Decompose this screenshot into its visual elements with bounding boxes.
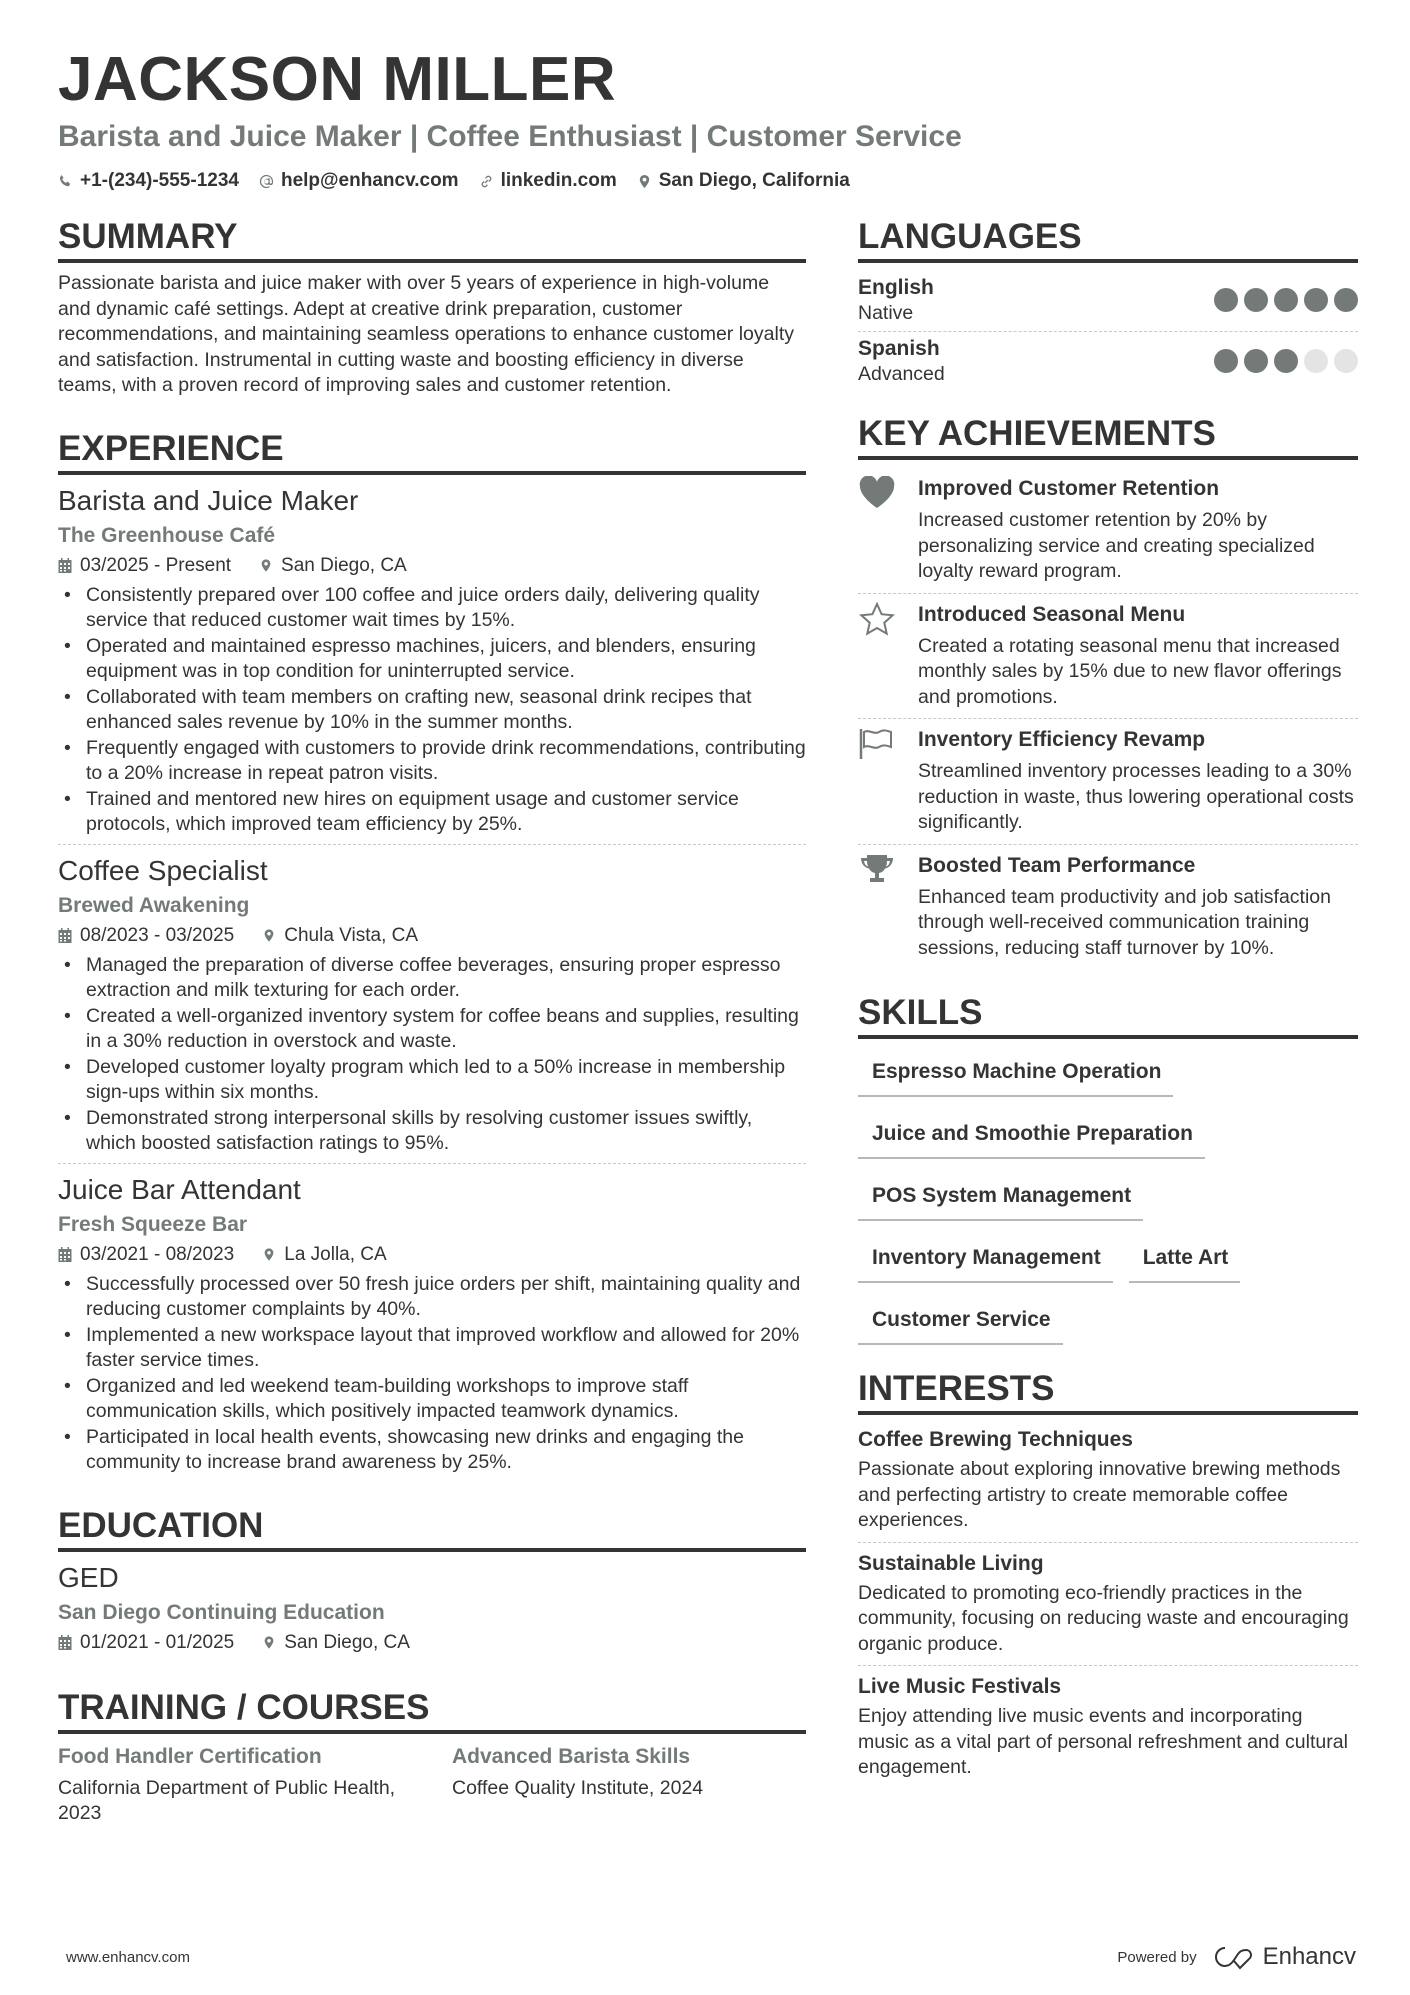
bullet-item: • Created a well-organized inventory system for coffee beans and supplies, resulting in a 30% reduction in overstock and waste. — [58, 1004, 806, 1055]
interest-item — [858, 1547, 1358, 1667]
rating-dot-filled — [1214, 349, 1238, 373]
job-entry — [58, 1172, 806, 1482]
rating-dot-empty — [1304, 349, 1328, 373]
language-item — [858, 271, 1358, 332]
education-meta — [58, 1628, 806, 1658]
rating-dot-filled — [1274, 349, 1298, 373]
bullet-item: • Trained and mentored new hires on equipment usage and customer service protocols, which improved team efficiency by 25%. — [58, 787, 806, 838]
achievement-item — [858, 845, 1358, 970]
job-meta — [58, 1240, 806, 1270]
location-icon — [259, 558, 273, 573]
skills-section — [858, 991, 1358, 1345]
bullet-item: • Demonstrated strong interpersonal skills by resolving customer issues swiftly, which boosted satisfaction ratings to 95%. — [58, 1106, 806, 1157]
training-issuer: Coffee Quality Institute, 2024 — [452, 1776, 704, 1799]
school-name: San Diego Continuing Education — [58, 1600, 385, 1624]
experience-section — [58, 427, 806, 1482]
location-text: San Diego, California — [658, 170, 850, 191]
dates-text: 03/2021 - 08/2023 — [80, 1243, 235, 1265]
interest-title: Coffee Brewing Techniques — [858, 1428, 1133, 1451]
powered-by — [1117, 1943, 1356, 1971]
job-title: Coffee Specialist — [58, 854, 268, 886]
job-title: Juice Bar Attendant — [58, 1173, 301, 1205]
location-text: San Diego, CA — [284, 1631, 410, 1653]
bullet-item: • Developed customer loyalty program which led to a 50% increase in membership sign-ups within six months. — [58, 1055, 806, 1106]
education-location — [262, 1628, 410, 1658]
contact-phone[interactable] — [58, 170, 239, 192]
bullet-item: • Participated in local health events, showcasing new drinks and engaging the community to increase brand awareness by 25%. — [58, 1425, 806, 1476]
languages-section — [858, 215, 1358, 392]
skills-list — [858, 1047, 1358, 1345]
contact-bar — [58, 170, 1358, 192]
section-title: EDUCATION — [58, 1504, 806, 1552]
left-column — [58, 215, 806, 1855]
flag-icon — [858, 727, 896, 761]
summary-section — [58, 215, 806, 399]
interests-section — [858, 1367, 1358, 1789]
bullet-item: • Frequently engaged with customers to provide drink recommendations, contributing to a 20% increase in repeat patron visits. — [58, 736, 806, 787]
contact-linkedin[interactable] — [479, 170, 617, 192]
achievement-item — [858, 719, 1358, 845]
job-dates — [58, 551, 231, 581]
skill-tag: POS System Management — [858, 1177, 1143, 1221]
calendar-icon — [58, 558, 72, 573]
location-icon — [637, 174, 652, 189]
interest-item — [858, 1670, 1358, 1789]
training-item — [452, 1742, 806, 1827]
company-name: Brewed Awakening — [58, 893, 250, 917]
section-title: TRAINING / COURSES — [58, 1686, 806, 1734]
interest-title: Live Music Festivals — [858, 1675, 1062, 1698]
dates-text: 03/2025 - Present — [80, 554, 232, 576]
calendar-icon — [58, 1247, 72, 1262]
degree: GED — [58, 1561, 119, 1593]
summary-text: Passionate barista and juice maker with over 5 years of experience in high-volume and dynamic café settings. Adept at creative drink preparation, customer recommendations, and maintaining seamless operations to enhance customer loyalty and satisfaction. Instrumental in cutting waste and boosting efficiency in diverse teams, with a proven record of improving sales and customer retention. — [58, 272, 794, 396]
achievement-item — [858, 468, 1358, 594]
interest-desc: Enjoy attending live music events and incorporating music as a vital part of personal refreshment and cultural engagement. — [858, 1705, 1348, 1778]
job-entry — [58, 853, 806, 1164]
resume-header — [58, 44, 1358, 192]
job-dates — [58, 1240, 234, 1270]
job-meta — [58, 551, 806, 581]
bullet-item: • Consistently prepared over 100 coffee and juice orders daily, delivering quality service that reduced customer wait times by 15%. — [58, 583, 806, 634]
dates-text: 08/2023 - 03/2025 — [80, 924, 235, 946]
bullet-item: • Collaborated with team members on crafting new, seasonal drink recipes that enhanced sales revenue by 10% in the summer months. — [58, 685, 806, 736]
candidate-tagline: Barista and Juice Maker | Coffee Enthusiast | Customer Service — [58, 120, 962, 153]
skill-tag: Espresso Machine Operation — [858, 1053, 1173, 1097]
link-icon — [479, 174, 494, 189]
contact-location — [637, 170, 850, 192]
company-name: Fresh Squeeze Bar — [58, 1212, 248, 1236]
education-dates — [58, 1628, 234, 1658]
right-column — [858, 215, 1358, 1817]
job-meta — [58, 921, 806, 951]
achievement-desc: Enhanced team productivity and job satisfaction through well-received communication training sessions, reducing staff turnover by 10%. — [918, 885, 1331, 959]
page-footer — [66, 1943, 1356, 1971]
rating-dot-filled — [1244, 349, 1268, 373]
section-title: EXPERIENCE — [58, 427, 806, 475]
job-location — [259, 551, 407, 581]
language-name: English — [858, 276, 934, 299]
section-title: SUMMARY — [58, 215, 806, 263]
enhancv-logo[interactable] — [1211, 1943, 1356, 1971]
trophy-icon — [858, 853, 896, 887]
language-level: Native — [858, 302, 914, 324]
email-text: help@enhancv.com — [280, 170, 459, 191]
job-location — [262, 921, 418, 951]
section-title: INTERESTS — [858, 1367, 1358, 1415]
language-item — [858, 332, 1358, 392]
training-section — [58, 1686, 806, 1827]
job-bullets — [58, 583, 806, 838]
training-title: Food Handler Certification — [58, 1744, 322, 1768]
skill-tag: Customer Service — [858, 1301, 1063, 1345]
location-text: San Diego, CA — [281, 554, 407, 576]
interest-desc: Passionate about exploring innovative brewing methods and perfecting artistry to create memorable coffee experiences. — [858, 1458, 1341, 1531]
achievements-section — [858, 412, 1358, 969]
language-rating — [1214, 349, 1358, 373]
skill-tag: Juice and Smoothie Preparation — [858, 1115, 1205, 1159]
job-dates — [58, 921, 234, 951]
job-entry — [58, 483, 806, 845]
enhancv-logo-icon — [1211, 1944, 1257, 1970]
language-level: Advanced — [858, 363, 945, 385]
interest-item — [858, 1423, 1358, 1543]
achievement-title: Boosted Team Performance — [918, 853, 1196, 877]
phone-text: +1-(234)-555-1234 — [80, 170, 239, 191]
calendar-icon — [58, 928, 72, 943]
bullet-item: • Managed the preparation of diverse coffee beverages, ensuring proper espresso extraction and milk texturing for each order. — [58, 953, 806, 1004]
achievement-title: Introduced Seasonal Menu — [918, 602, 1186, 626]
achievement-title: Improved Customer Retention — [918, 477, 1220, 500]
language-rating — [1214, 288, 1358, 312]
training-issuer: California Department of Public Health, 2023 — [58, 1776, 396, 1824]
brand-name: Enhancv — [1262, 1943, 1356, 1970]
rating-dot-filled — [1214, 288, 1238, 312]
achievement-desc: Created a rotating seasonal menu that increased monthly sales by 15% due to new flavor offerings and promotions. — [918, 634, 1342, 708]
education-section — [58, 1504, 806, 1658]
bullet-item: • Organized and led weekend team-building workshops to improve staff communication skills, which positively impacted teamwork dynamics. — [58, 1374, 806, 1425]
location-icon — [262, 1635, 276, 1650]
section-title: KEY ACHIEVEMENTS — [858, 412, 1358, 460]
star-icon — [858, 602, 896, 636]
job-bullets — [58, 953, 806, 1157]
achievement-desc: Increased customer retention by 20% by personalizing service and creating specialized loyalty reward program. — [918, 509, 1315, 582]
rating-dot-filled — [1274, 288, 1298, 312]
linkedin-text: linkedin.com — [500, 170, 617, 191]
rating-dot-filled — [1304, 288, 1328, 312]
skill-tag: Latte Art — [1129, 1239, 1241, 1283]
training-grid — [58, 1742, 806, 1827]
location-icon — [262, 1247, 276, 1262]
bullet-item: • Implemented a new workspace layout that improved workflow and allowed for 20% faster service times. — [58, 1323, 806, 1374]
training-title: Advanced Barista Skills — [452, 1744, 691, 1768]
bullet-item: • Operated and maintained espresso machines, juicers, and blenders, ensuring equipment was in top condition for uninterrupted service. — [58, 634, 806, 685]
section-title: LANGUAGES — [858, 215, 1358, 263]
achievement-desc: Streamlined inventory processes leading to a 30% reduction in waste, thus lowering operational costs significantly. — [918, 760, 1354, 833]
training-item — [58, 1742, 412, 1827]
interest-desc: Dedicated to promoting eco-friendly practices in the community, focusing on reducing waste and encouraging organic produce. — [858, 1581, 1349, 1655]
rating-dot-filled — [1244, 288, 1268, 312]
location-text: Chula Vista, CA — [284, 924, 419, 946]
section-title: SKILLS — [858, 991, 1358, 1039]
rating-dot-empty — [1334, 349, 1358, 373]
achievement-title: Inventory Efficiency Revamp — [918, 728, 1206, 751]
at-icon — [259, 174, 274, 189]
skill-tag: Inventory Management — [858, 1239, 1113, 1283]
powered-by-label: Powered by — [1117, 1948, 1197, 1966]
phone-icon — [58, 174, 73, 189]
location-text: La Jolla, CA — [284, 1243, 387, 1265]
job-location — [262, 1240, 386, 1270]
achievement-item — [858, 594, 1358, 720]
job-title: Barista and Juice Maker — [58, 484, 359, 516]
contact-email[interactable] — [259, 170, 459, 192]
company-name: The Greenhouse Café — [58, 523, 276, 547]
bullet-item: • Successfully processed over 50 fresh juice orders per shift, maintaining quality and reducing customer complaints by 40%. — [58, 1272, 806, 1323]
interest-title: Sustainable Living — [858, 1551, 1044, 1575]
dates-text: 01/2021 - 01/2025 — [80, 1631, 235, 1653]
rating-dot-filled — [1334, 288, 1358, 312]
calendar-icon — [58, 1635, 72, 1650]
location-icon — [262, 928, 276, 943]
heart-icon — [858, 476, 896, 510]
candidate-name: JACKSON MILLER — [58, 45, 617, 114]
job-bullets — [58, 1272, 806, 1476]
footer-website-link[interactable]: www.enhancv.com — [66, 1948, 190, 1966]
language-name: Spanish — [858, 337, 940, 360]
